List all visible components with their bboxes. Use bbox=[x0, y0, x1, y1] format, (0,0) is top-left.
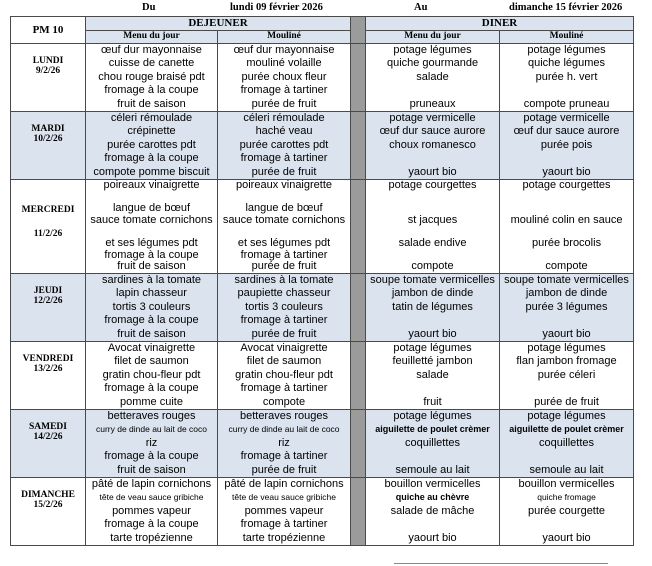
menu-line: mouliné volaille bbox=[246, 57, 322, 70]
menu-line: sardines à la tomate bbox=[101, 274, 202, 286]
column-separator bbox=[351, 342, 366, 410]
menu-line: quiche légumes bbox=[527, 57, 606, 70]
menu-line: potage vermicelle bbox=[523, 112, 610, 124]
day-date: 12/2/26 bbox=[33, 296, 63, 306]
menu-line: œuf dur sauce aurore bbox=[379, 125, 486, 138]
column-separator bbox=[351, 478, 366, 546]
menu-line: fromage à la coupe bbox=[104, 518, 199, 531]
dinner-mouline-cell bbox=[500, 112, 634, 180]
dinner-menu-cell bbox=[366, 342, 500, 410]
menu-line: purée de fruit bbox=[251, 463, 317, 476]
day-label-cell bbox=[11, 44, 86, 112]
menu-line: sauce tomate cornichons bbox=[90, 213, 213, 226]
menu-line: fruit bbox=[423, 395, 442, 408]
menu-line: potage vermicelle bbox=[389, 112, 476, 124]
day-date: 11/2/26 bbox=[33, 229, 63, 239]
day-row bbox=[11, 180, 634, 274]
menu-line: aiguilette de poulet crèmer bbox=[375, 424, 490, 435]
to-label: Au bbox=[414, 2, 428, 13]
menu-line bbox=[500, 152, 633, 165]
menu-line: fruit de saison bbox=[117, 97, 186, 110]
menu-line: fromage à tartiner bbox=[240, 450, 328, 463]
menu-line: compote bbox=[545, 260, 588, 273]
menu-line: fromage à la coupe bbox=[104, 152, 199, 165]
lunch-mouline-cell bbox=[218, 44, 351, 112]
menu-line: yaourt bio bbox=[408, 531, 457, 544]
menu-line bbox=[366, 152, 499, 165]
menu-line bbox=[500, 450, 633, 463]
menu-line: salade de mâche bbox=[390, 504, 475, 517]
menu-line: betteraves rouges bbox=[107, 410, 196, 422]
menu-line: fromage à la coupe bbox=[104, 314, 199, 327]
menu-line bbox=[366, 450, 499, 463]
menu-line: pommes vapeur bbox=[112, 504, 191, 517]
menu-line: semoule au lait bbox=[529, 463, 604, 476]
lunch-mouline-header: Mouliné bbox=[218, 31, 351, 44]
menu-line bbox=[366, 518, 499, 531]
menu-line bbox=[500, 84, 633, 97]
menu-line: jambon de dinde bbox=[525, 287, 608, 300]
menu-line: Avocat vinaigrette bbox=[107, 342, 196, 354]
menu-line: fromage à la coupe bbox=[104, 84, 199, 97]
menu-line: purée carottes pdt bbox=[107, 138, 196, 151]
menu-line: fromage à la coupe bbox=[104, 382, 199, 395]
dinner-menu-header: Menu du jour bbox=[366, 31, 500, 44]
day-row bbox=[11, 342, 634, 410]
menu-line: pommes vapeur bbox=[244, 504, 324, 517]
dinner-mouline-cell bbox=[500, 44, 634, 112]
menu-line: langue de bœuf bbox=[245, 202, 323, 215]
menu-line: Avocat vinaigrette bbox=[240, 342, 328, 354]
dinner-mouline-cell bbox=[500, 342, 634, 410]
dinner-mouline-cell bbox=[500, 410, 634, 478]
menu-line: quiche au chèvre bbox=[395, 492, 470, 503]
menu-line: crépinette bbox=[127, 125, 176, 138]
day-name: MARDI bbox=[31, 124, 65, 134]
menu-line: purée céleri bbox=[537, 368, 596, 381]
menu-line: yaourt bio bbox=[542, 327, 591, 340]
menu-line: curry de dinde au lait de coco bbox=[95, 424, 208, 435]
dinner-menu-cell bbox=[366, 478, 500, 546]
day-row bbox=[11, 274, 634, 342]
lunch-menu-header: Menu du jour bbox=[86, 31, 218, 44]
dinner-menu-cell bbox=[366, 410, 500, 478]
menu-line: œuf dur sauce aurore bbox=[513, 125, 620, 138]
day-label-cell bbox=[11, 478, 86, 546]
menu-line: yaourt bio bbox=[542, 165, 591, 178]
column-separator bbox=[351, 44, 366, 112]
day-date: 14/2/26 bbox=[33, 432, 63, 442]
menu-line: yaourt bio bbox=[542, 531, 591, 544]
dinner-menu-cell bbox=[366, 180, 500, 274]
menu-line: pâté de lapin cornichons bbox=[91, 478, 212, 490]
menu-line: salade bbox=[416, 70, 449, 83]
menu-line: compote bbox=[262, 395, 306, 408]
menu-line: fromage à tartiner bbox=[240, 152, 328, 165]
menu-line: potage légumes bbox=[527, 410, 606, 422]
pm-label: PM 10 bbox=[11, 17, 86, 44]
lunch-mouline-cell bbox=[218, 342, 351, 410]
day-date: 9/2/26 bbox=[35, 66, 61, 76]
menu-line: potage courgettes bbox=[522, 179, 611, 191]
lunch-mouline-cell bbox=[218, 274, 351, 342]
day-date: 13/2/26 bbox=[33, 364, 63, 374]
menu-line: bouillon vermicelles bbox=[518, 478, 615, 490]
lunch-mouline-cell bbox=[218, 112, 351, 180]
menu-line: et ses légumes pdt bbox=[237, 237, 331, 250]
menu-line: purée brocolis bbox=[531, 237, 602, 250]
menu-line: tarte tropézienne bbox=[110, 531, 193, 544]
lunch-menu-cell bbox=[86, 44, 218, 112]
menu-line: purée de fruit bbox=[251, 97, 317, 110]
column-separator bbox=[351, 112, 366, 180]
menu-line: coquillettes bbox=[539, 436, 595, 449]
day-row bbox=[11, 410, 634, 478]
menu-line bbox=[500, 518, 633, 531]
menu-line: fruit de saison bbox=[117, 260, 186, 273]
menu-line: quiche gourmande bbox=[386, 57, 479, 70]
menu-line: sauce tomate cornichons bbox=[222, 213, 346, 226]
menu-line: potage légumes bbox=[393, 410, 472, 422]
menu-line: pomme cuite bbox=[120, 395, 183, 408]
menu-line: purée de fruit bbox=[534, 395, 599, 408]
menu-line: salade endive bbox=[398, 237, 467, 250]
menu-line: tortis 3 couleurs bbox=[112, 300, 191, 313]
day-date: 15/2/26 bbox=[33, 500, 63, 510]
menu-line: st jacques bbox=[407, 213, 458, 226]
menu-line: céleri rémoulade bbox=[110, 112, 193, 124]
menu-line: purée de fruit bbox=[251, 327, 317, 340]
menu-line: œuf dur mayonnaise bbox=[233, 44, 335, 56]
menu-line: tête de veau sauce gribiche bbox=[99, 492, 204, 503]
menu-line: compote bbox=[411, 260, 454, 273]
menu-line: jambon de dinde bbox=[391, 287, 474, 300]
lunch-mouline-cell bbox=[218, 180, 351, 274]
menu-line bbox=[500, 314, 633, 327]
menu-line: feuilletté jambon bbox=[392, 355, 473, 368]
menu-line: chou rouge braisé pdt bbox=[98, 70, 205, 83]
menu-line: purée de fruit bbox=[251, 165, 317, 178]
lunch-header: DEJEUNER bbox=[86, 17, 351, 31]
menu-line: yaourt bio bbox=[408, 327, 457, 340]
day-label-cell bbox=[11, 274, 86, 342]
menu-line: curry de dinde au lait de coco bbox=[228, 424, 340, 435]
day-date: 10/2/26 bbox=[33, 134, 63, 144]
menu-line: riz bbox=[278, 436, 290, 449]
menu-line: cuisse de canette bbox=[108, 57, 195, 70]
menu-line: tatin de légumes bbox=[392, 300, 473, 313]
menu-line bbox=[500, 382, 633, 395]
menu-line: fromage à tartiner bbox=[240, 382, 328, 395]
lunch-menu-cell bbox=[86, 478, 218, 546]
menu-line: potage légumes bbox=[393, 342, 472, 354]
lunch-menu-cell bbox=[86, 274, 218, 342]
menu-line: fromage à la coupe bbox=[104, 450, 199, 463]
day-label-cell bbox=[11, 112, 86, 180]
menu-line: fromage à tartiner bbox=[240, 518, 328, 531]
column-separator bbox=[351, 274, 366, 342]
day-name: SAMEDI bbox=[28, 422, 67, 432]
menu-line: fromage à tartiner bbox=[240, 248, 328, 261]
menu-line: fromage à la coupe bbox=[104, 248, 199, 261]
menu-line: fruit de saison bbox=[117, 463, 186, 476]
day-row bbox=[11, 478, 634, 546]
menu-line bbox=[500, 192, 633, 204]
menu-line: potage légumes bbox=[527, 44, 606, 56]
menu-line: fromage à tartiner bbox=[240, 314, 328, 327]
lunch-menu-cell bbox=[86, 342, 218, 410]
menu-line: flan jambon fromage bbox=[516, 355, 617, 368]
day-label-cell bbox=[11, 342, 86, 410]
from-label: Du bbox=[142, 2, 156, 13]
day-name: VENDREDI bbox=[22, 354, 74, 364]
menu-line: bouillon vermicelles bbox=[384, 478, 481, 490]
menu-line: filet de saumon bbox=[246, 355, 322, 368]
menu-line: semoule au lait bbox=[395, 463, 470, 476]
menu-line: haché veau bbox=[255, 125, 313, 138]
menu-line bbox=[366, 84, 499, 97]
from-date: lundi 09 février 2026 bbox=[230, 2, 323, 13]
menu-line: coquillettes bbox=[404, 436, 461, 449]
lunch-menu-cell bbox=[86, 180, 218, 274]
menu-line: compote pruneau bbox=[523, 97, 610, 110]
menu-line: soupe tomate vermicelles bbox=[370, 274, 495, 286]
menu-line: pâté de lapin cornichons bbox=[224, 478, 344, 490]
menu-line: purée h. vert bbox=[535, 70, 598, 83]
menu-line: sardines à la tomate bbox=[234, 274, 334, 286]
menu-line: purée pois bbox=[540, 138, 593, 151]
menu-line: compote pomme biscuit bbox=[93, 165, 210, 178]
column-separator bbox=[351, 180, 366, 274]
dinner-mouline-cell bbox=[500, 478, 634, 546]
menu-line: fromage à tartiner bbox=[240, 84, 328, 97]
menu-line: tête de veau sauce gribiche bbox=[232, 492, 336, 503]
menu-line bbox=[366, 382, 499, 395]
menu-line: salade bbox=[416, 368, 449, 381]
menu-line: tarte tropézienne bbox=[242, 531, 326, 544]
menu-line: purée choux fleur bbox=[241, 70, 327, 83]
column-separator bbox=[351, 410, 366, 478]
menu-line: lapin chasseur bbox=[116, 287, 187, 300]
menu-line: potage courgettes bbox=[388, 179, 477, 191]
to-date: dimanche 15 février 2026 bbox=[509, 2, 623, 13]
menu-line: yaourt bio bbox=[408, 165, 457, 178]
menu-line: riz bbox=[145, 436, 158, 449]
menu-line: choux romanesco bbox=[389, 138, 476, 151]
menu-line: tortis 3 couleurs bbox=[245, 300, 323, 313]
menu-line: purée carottes pdt bbox=[239, 138, 329, 151]
dinner-header: DINER bbox=[366, 17, 634, 31]
menu-line bbox=[366, 192, 499, 204]
day-label-cell bbox=[11, 180, 86, 274]
weekly-menu-table bbox=[10, 16, 634, 546]
dinner-mouline-header: Mouliné bbox=[500, 31, 634, 44]
day-name: JEUDI bbox=[33, 286, 63, 296]
menu-line: potage légumes bbox=[527, 342, 606, 354]
menu-line: purée de fruit bbox=[251, 260, 317, 273]
menu-line: purée 3 légumes bbox=[525, 300, 608, 313]
menu-line: et ses légumes pdt bbox=[105, 237, 198, 250]
lunch-menu-cell bbox=[86, 112, 218, 180]
day-row bbox=[11, 44, 634, 112]
menu-line: aiguilette de poulet crèmer bbox=[509, 424, 624, 435]
menu-line: céleri rémoulade bbox=[243, 112, 325, 124]
dinner-menu-cell bbox=[366, 112, 500, 180]
menu-line: potage légumes bbox=[393, 44, 472, 56]
menu-line: fruit de saison bbox=[117, 327, 186, 340]
menu-body bbox=[11, 44, 634, 546]
day-name: LUNDI bbox=[32, 56, 64, 66]
menu-line: mouliné colin en sauce bbox=[510, 213, 623, 226]
menu-line: betteraves rouges bbox=[239, 410, 329, 422]
lunch-mouline-cell bbox=[218, 478, 351, 546]
column-separator bbox=[351, 17, 366, 44]
menu-line: œuf dur mayonnaise bbox=[101, 44, 202, 56]
menu-line: pruneaux bbox=[409, 97, 456, 110]
menu-line: gratin chou-fleur pdt bbox=[235, 368, 333, 381]
lunch-menu-cell bbox=[86, 410, 218, 478]
menu-line: filet de saumon bbox=[114, 355, 189, 368]
menu-line: gratin chou-fleur pdt bbox=[102, 368, 201, 381]
dinner-mouline-cell bbox=[500, 180, 634, 274]
day-label-cell bbox=[11, 410, 86, 478]
dinner-mouline-cell bbox=[500, 274, 634, 342]
dinner-menu-cell bbox=[366, 44, 500, 112]
day-name: MERCREDI bbox=[21, 205, 75, 215]
dinner-menu-cell bbox=[366, 274, 500, 342]
menu-line: poireaux vinaigrette bbox=[103, 179, 200, 191]
menu-line: purée courgette bbox=[527, 504, 606, 517]
day-name: DIMANCHE bbox=[21, 490, 75, 500]
menu-line: paupiette chasseur bbox=[237, 287, 331, 300]
day-row bbox=[11, 112, 634, 180]
lunch-mouline-cell bbox=[218, 410, 351, 478]
menu-line bbox=[366, 314, 499, 327]
menu-line: soupe tomate vermicelles bbox=[504, 274, 629, 286]
menu-line: langue de bœuf bbox=[112, 202, 191, 215]
menu-line: poireaux vinaigrette bbox=[236, 179, 333, 191]
footer-rule bbox=[394, 563, 608, 564]
menu-line: quiche fromage bbox=[537, 492, 596, 503]
